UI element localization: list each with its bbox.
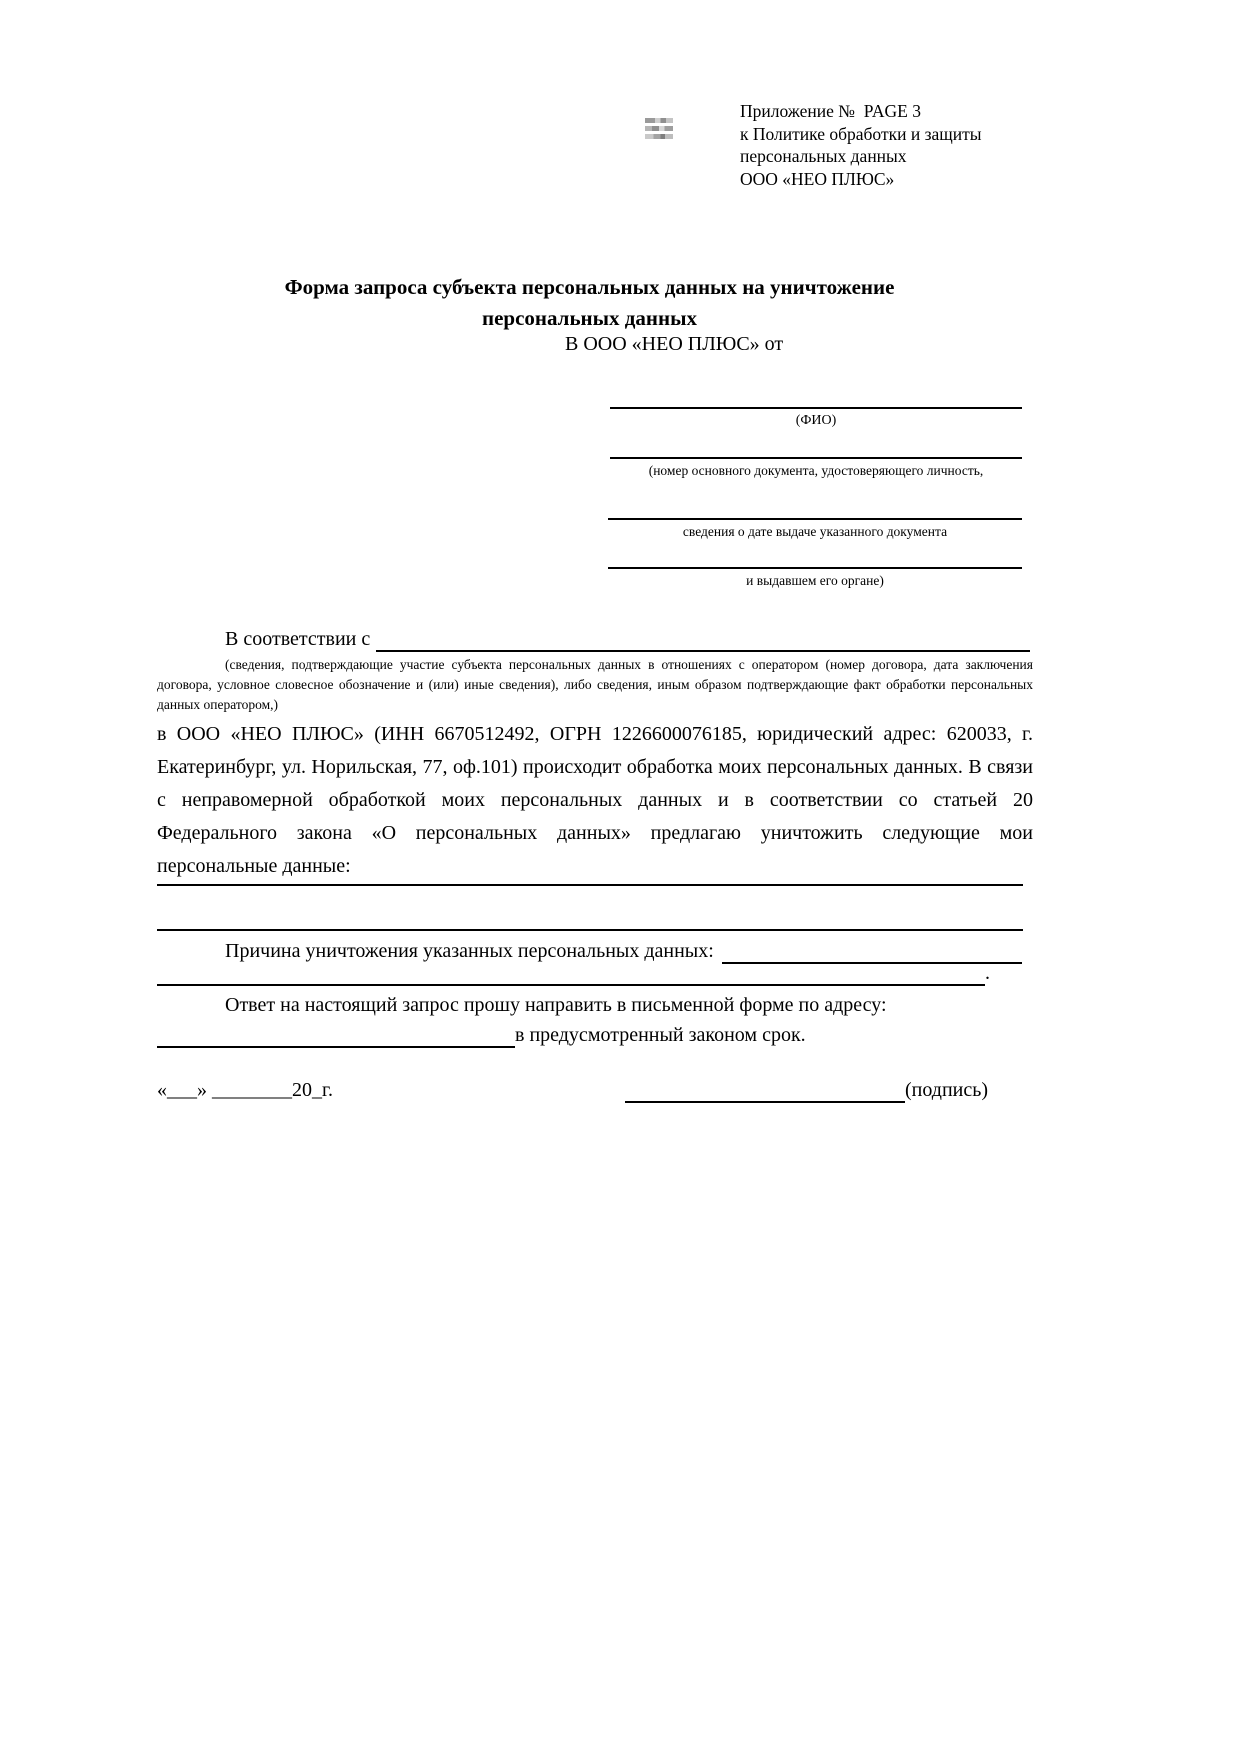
reason-continuation-fill-line: [157, 960, 985, 986]
addressee-line: В ООО «НЕО ПЛЮС» от: [565, 333, 784, 355]
signature-caption: (подпись): [905, 1079, 989, 1101]
signature-fill-line: [625, 1077, 905, 1103]
document-number-fill-line: [610, 457, 1022, 459]
appendix-header-block: [740, 100, 982, 190]
response-line-2: [157, 1022, 806, 1048]
date-blank-text: «___» ________20_г.: [157, 1079, 333, 1101]
reason-label: Причина уничтожения указанных персональных данных:: [225, 940, 714, 962]
appendix-number-line: Приложение № PAGE 3: [740, 101, 921, 121]
fio-fill-line: [610, 407, 1022, 409]
accordance-fill-line: [376, 626, 1030, 652]
response-line-1-text: Ответ на настоящий запрос прошу направить в письменной форме по адресу:: [225, 994, 887, 1016]
data-to-destroy-fill-line-2: [157, 929, 1023, 931]
thumbnail-bar: [645, 134, 673, 139]
response-line-2-text: в предусмотренный законом срок.: [515, 1024, 806, 1046]
reason-line-period: .: [985, 962, 990, 984]
response-address-fill-line: [157, 1022, 515, 1048]
issue-date-fill-line: [608, 518, 1022, 520]
issue-date-caption: сведения о дате выдаче указанного документа: [682, 524, 948, 539]
policy-line-1: к Политике обработки и защиты: [740, 123, 982, 144]
page-title: [157, 272, 1022, 334]
accordance-label: В соответствии с: [225, 628, 371, 650]
issuing-authority-caption: и выдавшем его органе): [746, 573, 884, 588]
embedded-object-thumbnail-icon: [645, 118, 673, 143]
policy-line-2: персональных данных: [740, 146, 907, 166]
page-title-line-1: Форма запроса субъекта персональных данных на уничтожение: [284, 275, 895, 299]
response-line-1: [225, 992, 887, 1018]
accordance-row: [225, 626, 1030, 652]
data-to-destroy-fill-line-1: [157, 884, 1023, 886]
thumbnail-bar: [645, 118, 673, 123]
issuing-authority-fill-line: [608, 567, 1022, 569]
signature-block: [625, 1077, 988, 1103]
fio-caption: (ФИО): [795, 413, 837, 428]
reason-continuation-row: [157, 960, 1023, 986]
thumbnail-bar: [645, 126, 673, 131]
document-number-caption: (номер основного документа, удостоверяющего личность,: [648, 463, 984, 478]
company-name: ООО «НЕО ПЛЮС»: [740, 168, 895, 189]
accordance-note: (сведения, подтверждающие участие субъекта персональных данных в отношениях с оператором (номер договора, дата заключения договора, условное словесное обозначение и (или) иные сведения), либо сведения, иным образом подтверждающие факт обработки персональных данных оператором,): [157, 657, 1033, 712]
main-paragraph: в ООО «НЕО ПЛЮС» (ИНН 6670512492, ОГРН 1226600076185, юридический адрес: 620033, г. Екатеринбург, ул. Норильская, 77, оф.101) происходит обработка моих персональных данных. В связи с неправомерной обработкой моих персональных данных и в соответствии со статьей 20 Федерального закона «О персональных данных» предлагаю уничтожить следующие мои персональные данные:: [157, 723, 1033, 877]
date-blank: [157, 1077, 333, 1103]
page-title-line-2: персональных данных: [481, 306, 698, 330]
